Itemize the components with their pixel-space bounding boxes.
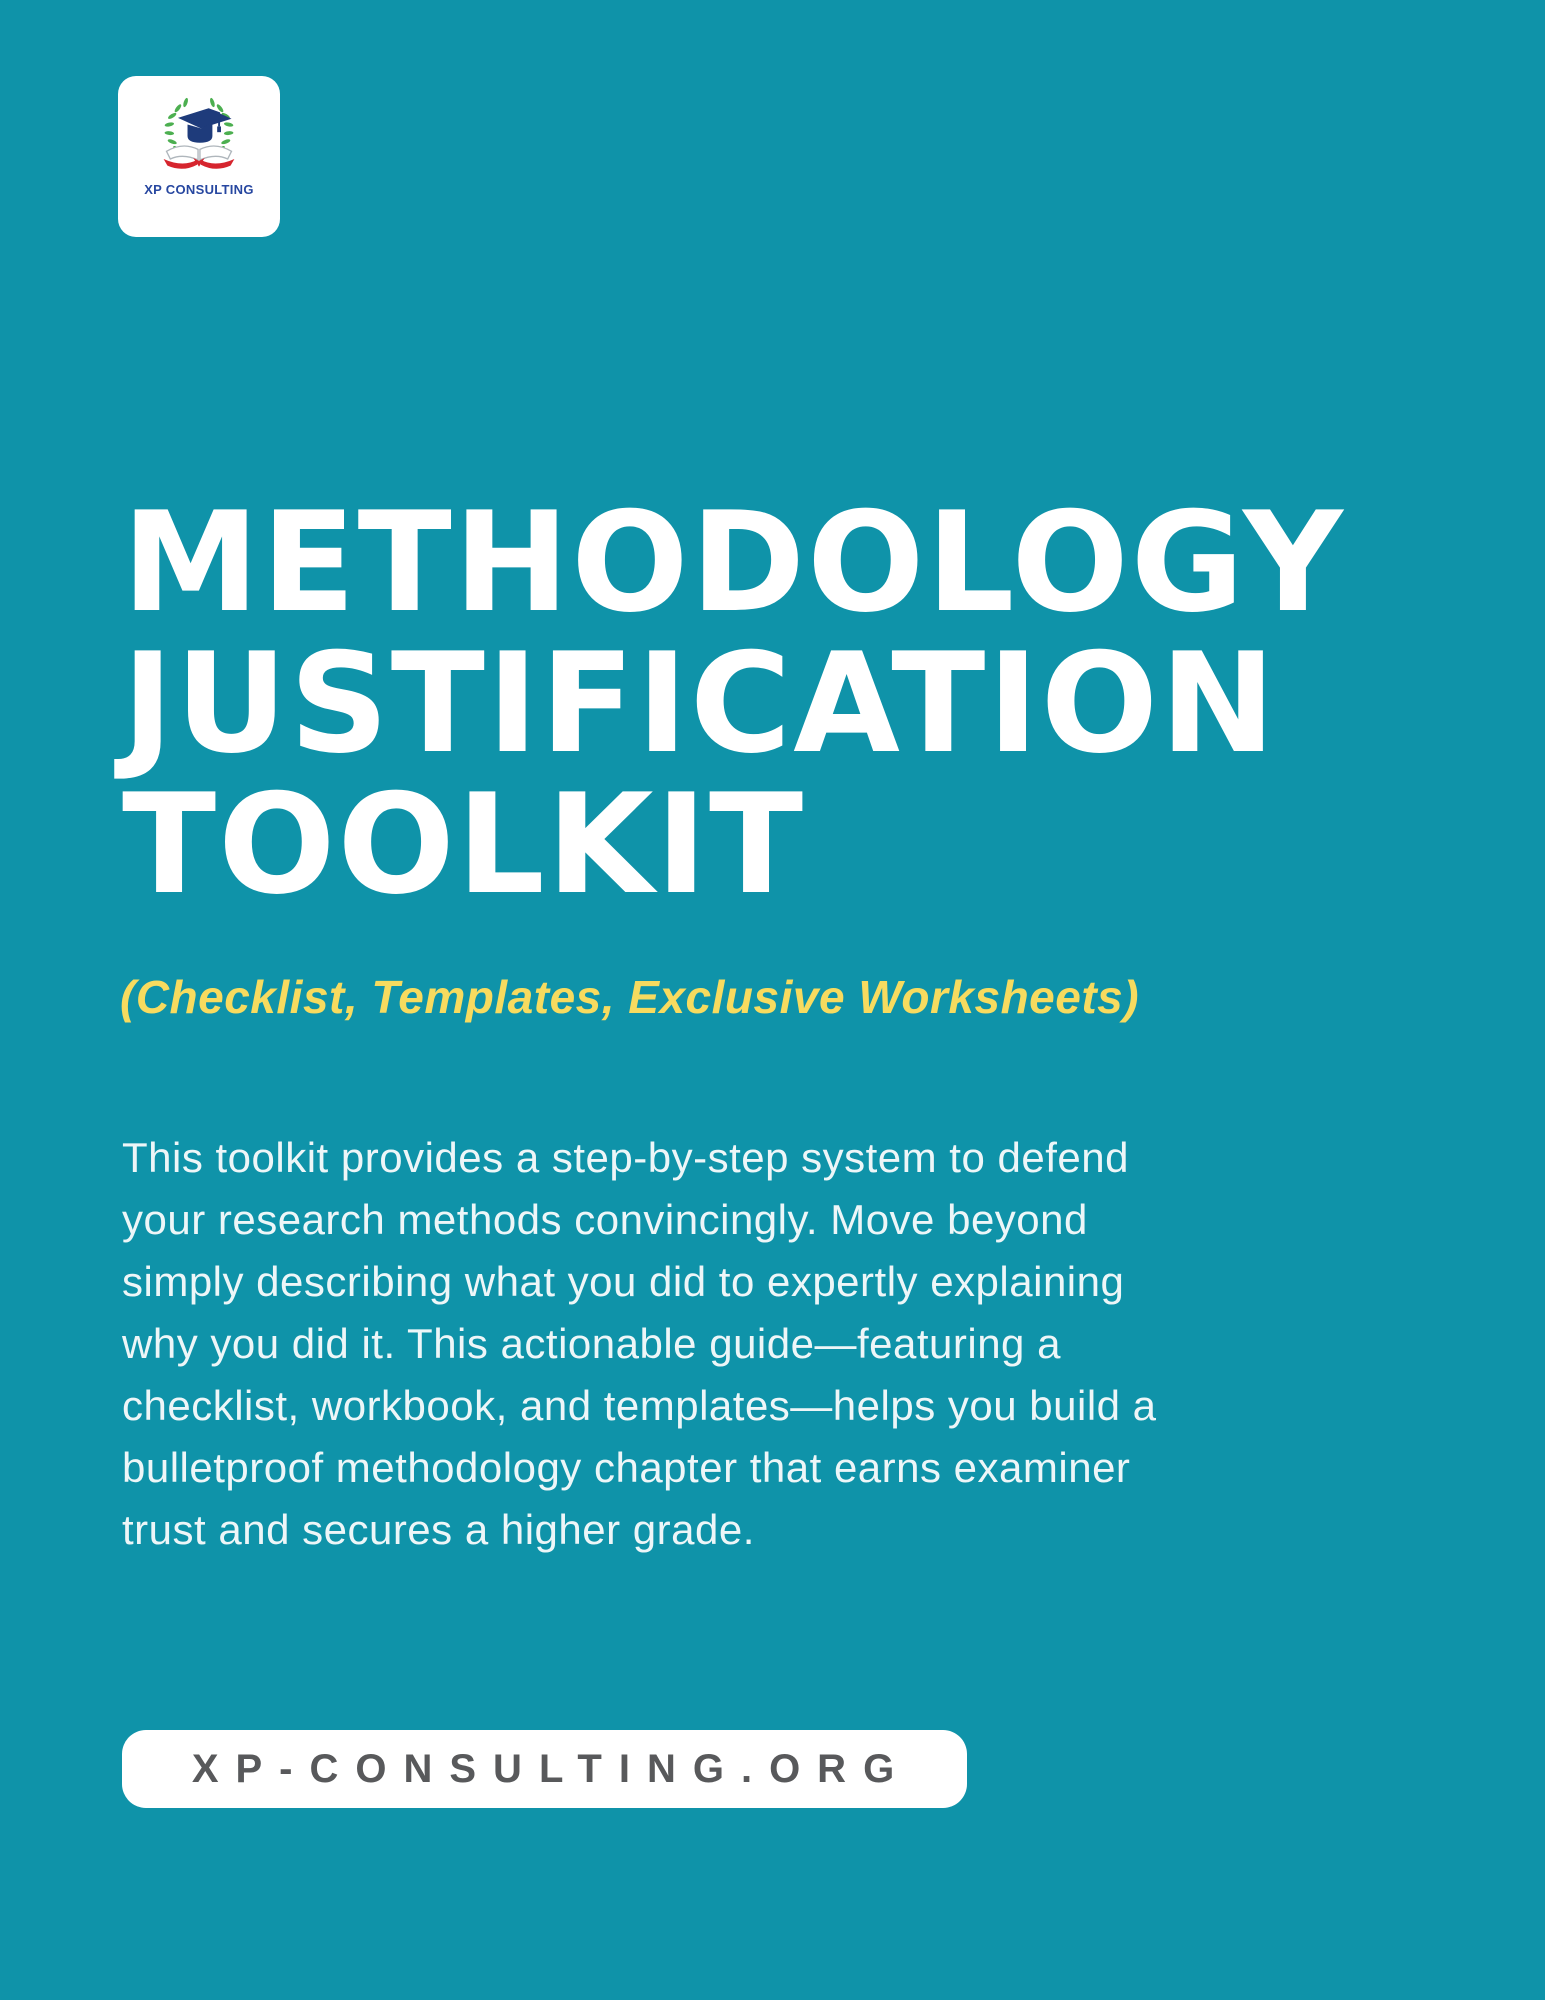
graduation-cap-laurel-book-icon bbox=[136, 92, 262, 180]
title-line-2: JUSTIFICATION bbox=[122, 623, 1278, 784]
brand-logo-card bbox=[118, 76, 280, 237]
brand-name: XP CONSULTING bbox=[144, 182, 254, 197]
description-line: bulletproof methodology chapter that earns examiner bbox=[122, 1444, 1131, 1491]
description-line: your research methods convincingly. Move beyond bbox=[122, 1196, 1088, 1243]
website-pill bbox=[122, 1730, 967, 1808]
description-line: why you did it. This actionable guide—featuring a bbox=[122, 1320, 1061, 1367]
website-url: XP-CONSULTING.ORG bbox=[191, 1746, 912, 1791]
description-line: simply describing what you did to expertly explaining bbox=[122, 1258, 1125, 1305]
title-line-1: METHODOLOGY bbox=[122, 482, 1345, 643]
page-title bbox=[122, 482, 1345, 925]
description-line: checklist, workbook, and templates—helps you build a bbox=[122, 1382, 1157, 1429]
description-line: This toolkit provides a step-by-step system to defend bbox=[122, 1134, 1129, 1181]
title-line-3: TOOLKIT bbox=[122, 764, 806, 925]
description-line: trust and secures a higher grade. bbox=[122, 1506, 755, 1553]
description-paragraph bbox=[122, 1127, 1157, 1561]
subtitle: (Checklist, Templates, Exclusive Worksheets) bbox=[120, 971, 1140, 1023]
